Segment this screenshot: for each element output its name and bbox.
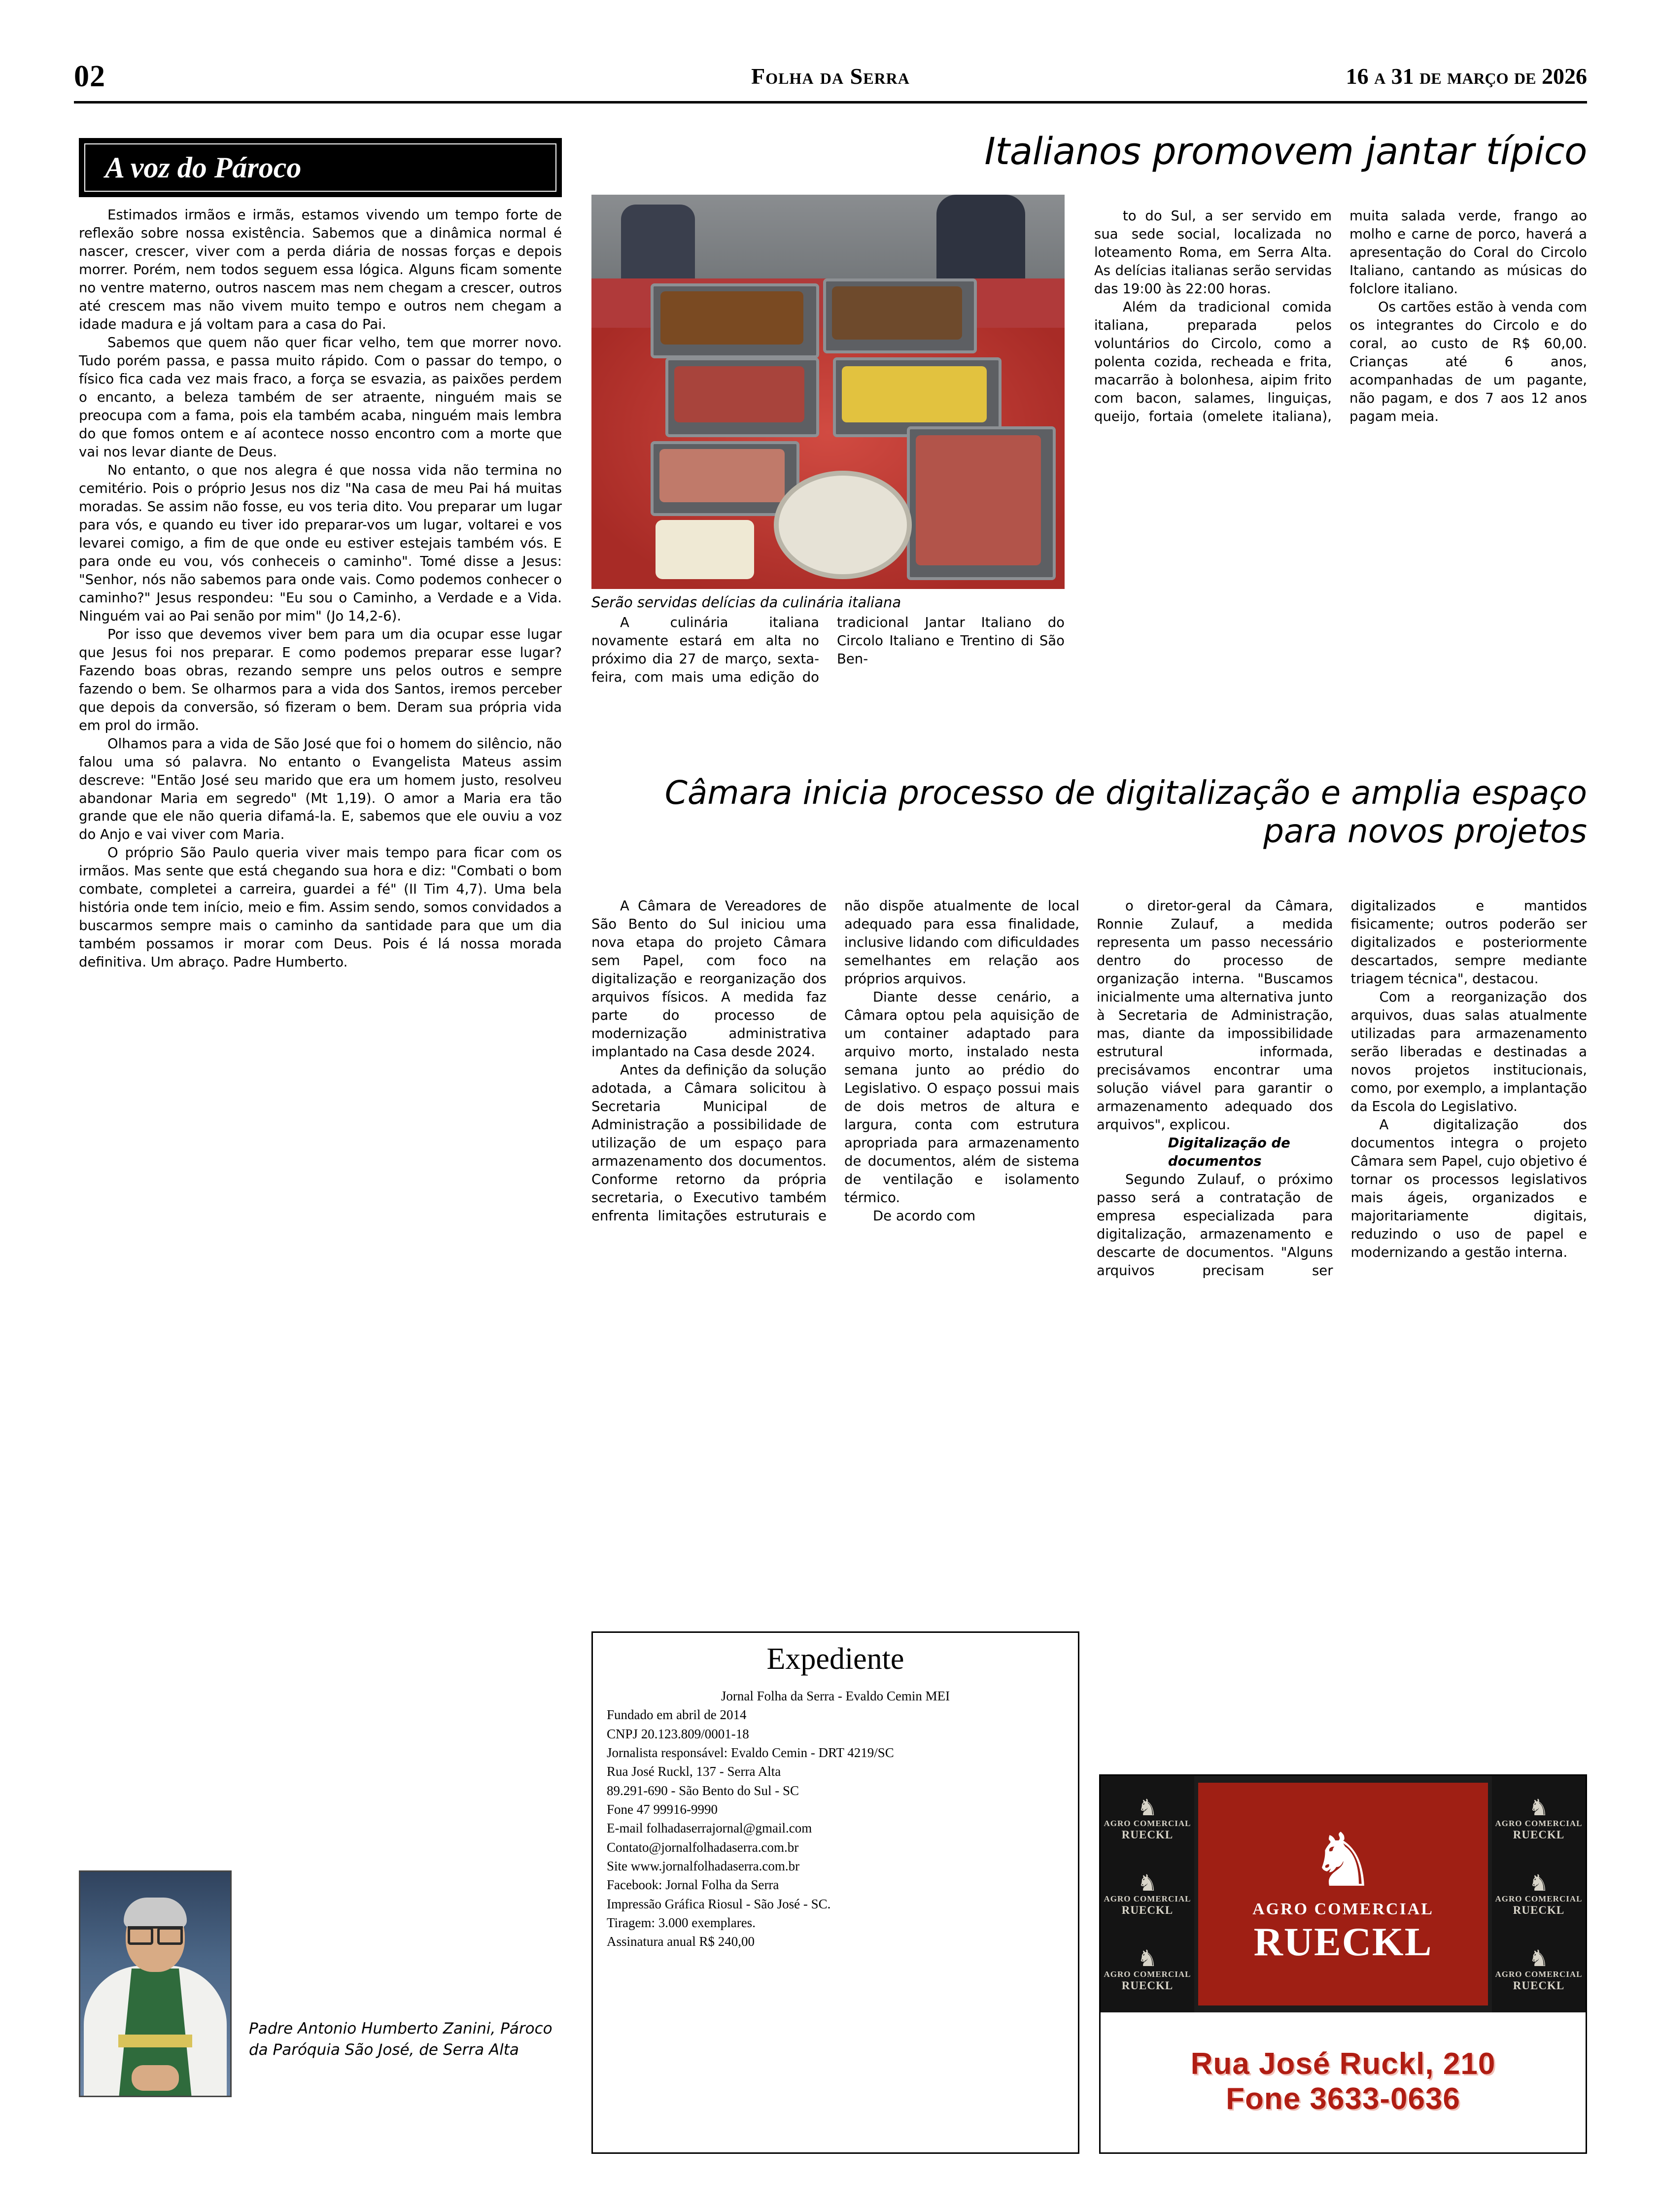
issue-date: 16 a 31 de março de 2026 — [1346, 64, 1587, 89]
ad-left-pattern — [1101, 1776, 1194, 2012]
article-camara-subheading: Digitalização de documentos — [1168, 1135, 1290, 1169]
advertisement-agro-comercial-rueckl[interactable] — [1099, 1774, 1587, 2154]
italian-dinner-photo-caption: Serão servidas delícias da culinária italiana — [591, 594, 901, 611]
paragraph: A Câmara de Vereadores de São Bento do Sul iniciou uma nova etapa do projeto Câmara sem Papel, com foco na digitalização e reorganização dos arquivos físicos. A medida faz parte do processo de modernização administrativa implantado na Casa desde 2024. — [591, 898, 827, 1060]
expediente-line: Jornal Folha da Serra - Evaldo Cemin MEI — [721, 1689, 950, 1703]
horse-icon: ♞ — [1528, 1869, 1549, 1896]
article-italianos-title: Italianos promovem jantar típico — [984, 129, 1587, 173]
ad-side-label: AGRO COMERCIAL — [1495, 1818, 1583, 1828]
paragraph: O próprio São Paulo queria viver mais tempo para ficar com os irmãos. Mas sente que está chegando sua hora e diz: "Combati o bom combate, completei a carreira, guardei a fé" (II Tim 4,7). Uma bela história onde tem início, meio e fim. Assim sendo, somos convidados a buscarmos sempre mais o caminho da santidade para que um dia também possamos ir morar com Deus. Pois é lá nossa morada definitiva. Um abraço. Padre Humberto. — [79, 845, 562, 970]
paragraph: Além da tradicional comida italiana, preparada pelos voluntários do Circolo, como a polenta cozida, recheada e frita, macarrão à bolonhesa, aipim frito com bacon, salames, linguiças, queijo, fortaia (omelete italiana), muita salada verde, frango ao molho e carne de porco, haverá a apresentação do Coral do Circolo Italiano, cantando as músicas do folclore italiano. — [1094, 208, 1587, 424]
paroco-banner-title: A voz do Pároco — [105, 151, 302, 184]
paragraph: No entanto, o que nos alegra é que nossa vida não termina no cemitério. Pois o próprio Jesus nos diz "Na casa de meu Pai há muitas moradas. Se assim não fosse, eu vos teria dito. Vou preparar um lugar para vós, e quando eu tiver ido preparar-vos um lugar, voltarei e vos levarei comigo, a fim de que onde eu estiver estejais também vós. E para onde eu vou, vós conheceis o caminho". Tomé disse a Jesus: "Senhor, nós não sabemos para onde vais. Como podemos conhecer o caminho?" Jesus respondeu: "Eu sou o Caminho, a Verdade e a Vida. Ninguém vai ao Pai senão por mim" (Jo 14,2-6). — [79, 462, 562, 624]
paragraph: Sabemos que quem não quer ficar velho, tem que morrer novo. Tudo porém passa, e passa muito rápido. Com o passar do tempo, o físico fica cada vez mais fraco, a força se esvazia, as paixões perdem o encanto, a beleza também de ser atraente, ninguém mais se preocupa com a fama, pois ela também acaba, ninguém mais lembra do que fomos ontem e aí acontece nosso encontro com a morte que vai nos levar diante de Deus. — [79, 334, 562, 460]
ad-side-label: RUECKL — [1513, 1828, 1565, 1841]
article-camara-columns-right — [1097, 897, 1587, 1769]
horse-icon: ♞ — [1310, 1819, 1377, 1901]
expediente-line: Assinatura anual R$ 240,00 — [607, 1934, 755, 1949]
expediente-line: Impressão Gráfica Riosul - São José - SC. — [607, 1896, 831, 1911]
paragraph: Segundo Zulauf, o próximo passo será a contratação de empresa especializada para digitalização, armazenamento e descarte de documentos. "Alguns arquivos precisam ser digitalizados e mantidos fisicamente; outros poderão ser digitalizados e posteriormente descartados, sempre mediante triagem técnica", destacou. — [1097, 898, 1587, 1279]
expediente-line: E-mail folhadaserrajornal@gmail.com — [607, 1821, 812, 1836]
ad-side-label: AGRO COMERCIAL — [1104, 1818, 1191, 1828]
horse-icon: ♞ — [1528, 1945, 1549, 1971]
ad-side-label: RUECKL — [1513, 1979, 1565, 1992]
horse-icon: ♞ — [1528, 1794, 1549, 1820]
expediente-line: Rua José Ruckl, 137 - Serra Alta — [607, 1764, 781, 1779]
paragraph: A culinária italiana novamente estará em alta no próximo dia 27 de março, sexta-feira, com mais uma edição do tradicional Jantar Italiano do Circolo Italiano e Trentino di São Ben- — [591, 615, 1065, 685]
article-italianos-columns-right — [1094, 207, 1587, 426]
ad-side-label: AGRO COMERCIAL — [1495, 1894, 1583, 1903]
expediente-line: Site www.jornalfolhadaserra.com.br — [607, 1858, 800, 1873]
paragraph: Por isso que devemos viver bem para um dia ocupar esse lugar que Jesus foi nos preparar. E como podemos preparar esse lugar? Fazendo boas obras, rezando sempre uns pelos outros e sempre fazendo o bem. Se olharmos para a vida dos Santos, iremos perceber que depois da conversão, só fizeram o bem. Deram sua própria vida em prol do irmão. — [79, 626, 562, 733]
expediente-line: CNPJ 20.123.809/0001-18 — [607, 1726, 749, 1741]
ad-logo — [1198, 1783, 1488, 2005]
paragraph: Os cartões estão à venda com os integrantes do Circolo e do coral, ao custo de R$ 60,00. Crianças até 6 anos, acompanhadas de um pagante, não pagam, e dos 7 aos 12 anos pagam meia. — [1349, 299, 1587, 424]
ad-side-label: AGRO COMERCIAL — [1104, 1970, 1191, 1979]
paragraph: Antes da definição da solução adotada, a Câmara solicitou à Secretaria Municipal de Administração a possibilidade de utilização de um espaço para armazenamento dos documentos. Conforme retorno da própria secretaria, o Executivo também enfrenta limitações estruturais e não dispõe atualmente de local adequado para essa finalidade, inclusive lidando com dificuldades semelhantes em relação aos próprios arquivos. — [591, 898, 1079, 1224]
ad-side-label: AGRO COMERCIAL — [1104, 1894, 1191, 1903]
ad-address: Rua José Ruckl, 210 — [1190, 2047, 1496, 2081]
paper-title: Folha da Serra — [751, 64, 910, 89]
italian-dinner-photo — [591, 195, 1065, 589]
paragraph: De acordo com — [873, 1208, 976, 1224]
expediente-line: Facebook: Jornal Folha da Serra — [607, 1877, 779, 1893]
ad-side-label: RUECKL — [1121, 1828, 1174, 1841]
paragraph: A digitalização dos documentos integra o projeto Câmara sem Papel, cujo objetivo é tornar os processos legislativos mais ágeis, organizados e majoritariamente digitais, reduzindo o uso de papel e modernizando a gestão interna. — [1350, 1116, 1587, 1260]
priest-photo-block — [79, 1870, 562, 2102]
ad-brand-line2: RUECKL — [1253, 1919, 1433, 1964]
paragraph: Com a reorganização dos arquivos, duas salas atualmente utilizadas para armazenamento serão liberadas e destinadas a novos projetos institucionais, como, por exemplo, a implantação da Escola do Legislativo. — [1350, 989, 1587, 1114]
paroco-body — [79, 206, 562, 971]
article-camara-columns-left — [591, 897, 1079, 1612]
ad-side-label: RUECKL — [1513, 1903, 1565, 1916]
expediente-line: Fone 47 99916-9990 — [607, 1801, 718, 1817]
page-number: 02 — [74, 60, 105, 93]
expediente-line: Fundado em abril de 2014 — [607, 1707, 747, 1723]
masthead — [74, 59, 1587, 99]
paragraph: Diante desse cenário, a Câmara optou pela aquisição de um container adaptado para arquivo morto, instalado nesta semana junto ao prédio do Legislativo. O espaço possui mais de dois metros de altura e largura, conta com estrutura apropriada para armazenamento de documentos, além de sistema de ventilação e isolamento térmico. — [844, 989, 1079, 1206]
column-voz-do-paroco — [79, 138, 562, 971]
paroco-banner — [79, 138, 562, 197]
horse-icon: ♞ — [1137, 1869, 1158, 1896]
ad-brand-line1: AGRO COMERCIAL — [1252, 1900, 1434, 1918]
ad-side-label: RUECKL — [1121, 1979, 1174, 1992]
masthead-divider — [74, 101, 1587, 104]
expediente-line: Jornalista responsável: Evaldo Cemin - DRT 4219/SC — [607, 1745, 894, 1760]
article-italianos-columns-left — [591, 614, 1065, 687]
paragraph: Olhamos para a vida de São José que foi o homem do silêncio, não falou uma só palavra. No entanto o Evangelista Mateus assim descreve: "Então José seu marido que era um homem justo, resolveu abandonar Maria em segredo" (Mt 1,19). O amor a Maria era tão grande que ele não queria difamá-la. E, sabemos que ele ouviu a voz do Anjo e vai viver com Maria. — [79, 735, 562, 843]
ad-right-pattern — [1492, 1776, 1586, 2012]
horse-icon: ♞ — [1137, 1945, 1158, 1971]
priest-portrait-image — [79, 1870, 232, 2097]
ad-side-label: AGRO COMERCIAL — [1495, 1970, 1583, 1979]
ad-phone: Fone 3633-0636 — [1226, 2082, 1460, 2116]
expediente-line: Tiragem: 3.000 exemplares. — [607, 1915, 756, 1930]
article-camara-title: Câmara inicia processo de digitalização e amplia espaço para novos projetos — [664, 774, 1587, 850]
expediente-line: 89.291-690 - São Bento do Sul - SC — [607, 1783, 799, 1798]
ad-side-label: RUECKL — [1121, 1903, 1174, 1916]
horse-icon: ♞ — [1137, 1794, 1158, 1820]
expediente-title: Expediente — [766, 1642, 904, 1676]
paragraph: Estimados irmãos e irmãs, estamos vivendo um tempo forte de reflexão sobre nossa existência. Sabemos que a dinâmica normal é nascer, crescer, viver com a perda diária de nossas forças e depois morrer. Porém, nem todos seguem essa lógica. Alguns ficam somente no ventre materno, outros nascem mas nem chegam a crescer, outros até crescem mas não vivem muito tempo e outros nem chegam a idade madura e já voltam para a casa do Pai. — [79, 207, 562, 332]
priest-photo-caption: Padre Antonio Humberto Zanini, Pároco da Paróquia São José, de Serra Alta — [249, 2020, 553, 2059]
expediente-box — [591, 1631, 1079, 2154]
expediente-line: Contato@jornalfolhadaserra.com.br — [607, 1839, 799, 1855]
paragraph: to do Sul, a ser servido em sua sede social, localizada no loteamento Roma, em Serra Alta. As delícias italianas serão servidas das 19:00 às 22:00 horas. — [1094, 208, 1332, 297]
paragraph: o diretor-geral da Câmara, Ronnie Zulauf, a medida representa um passo necessário dentro do processo de organização interna. "Buscamos inicialmente uma alternativa junto à Secretaria de Administração, mas, diante da impossibilidade estrutural informada, precisávamos encontrar uma solução viável para garantir o armazenamento adequado dos arquivos", explicou. — [1097, 898, 1333, 1133]
